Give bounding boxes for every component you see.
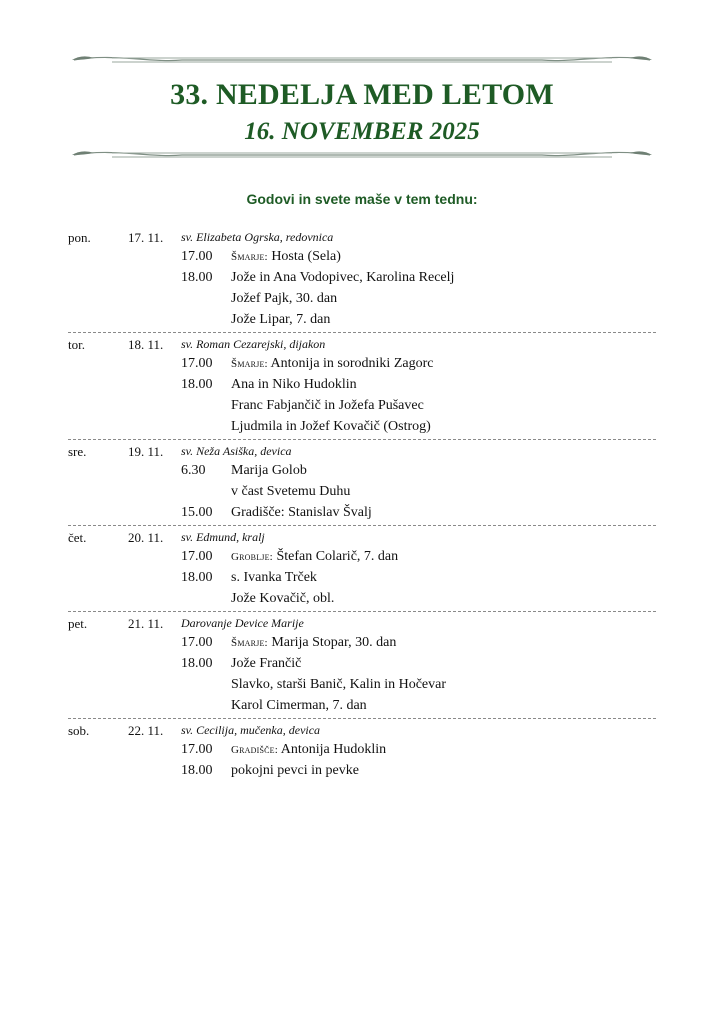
day-name: pet. (68, 616, 88, 631)
day-block (68, 333, 656, 440)
day-header (68, 526, 656, 547)
mass-intention (231, 635, 396, 651)
mass-row (68, 761, 656, 782)
day-name: tor. (68, 337, 85, 352)
mass-intention (231, 656, 301, 672)
mass-time: 6.30 (181, 463, 206, 478)
section-subtitle: Godovi in svete maše v tem tednu: (246, 191, 478, 207)
mass-text: Hosta (Sela) (271, 249, 341, 264)
mass-row (68, 247, 656, 268)
day-date: 18. 11. (128, 337, 164, 352)
mass-time: 17.00 (181, 356, 213, 371)
page-title: 33. NEDELJA MED LETOM (170, 78, 554, 111)
mass-intention (231, 377, 357, 393)
day-date: 19. 11. (128, 444, 164, 459)
mass-row (68, 482, 656, 503)
mass-intention (231, 763, 359, 779)
mass-text: Franc Fabjančič in Jožefa Pušavec (231, 398, 424, 413)
day-header (68, 333, 656, 354)
day-block (68, 526, 656, 612)
mass-text: Slavko, starši Banič, Kalin in Hočevar (231, 677, 447, 692)
mass-intention (231, 677, 446, 693)
day-header (68, 226, 656, 247)
mass-time: 18.00 (181, 377, 213, 392)
day-date: 21. 11. (128, 616, 164, 631)
day-name: čet. (68, 530, 87, 545)
page-date: 16. NOVEMBER 2025 (244, 118, 480, 145)
mass-row (68, 268, 656, 289)
mass-text: Štefan Colarič, 7. dan (276, 549, 399, 564)
mass-intention (231, 249, 341, 265)
mass-row (68, 310, 656, 331)
mass-text: Jože in Ana Vodopivec, Karolina Recelj (231, 270, 455, 285)
mass-row (68, 375, 656, 396)
mass-time: 18.00 (181, 570, 213, 585)
mass-text: Marija Stopar, 30. dan (271, 635, 397, 650)
mass-text: Ana in Niko Hudoklin (231, 377, 357, 392)
mass-time: 17.00 (181, 549, 213, 564)
mass-row (68, 654, 656, 675)
mass-row (68, 354, 656, 375)
mass-intention (231, 570, 317, 586)
day-name: sob. (68, 723, 90, 738)
mass-time: 18.00 (181, 656, 213, 671)
mass-row (68, 568, 656, 589)
feast-name: sv. Elizabeta Ogrska, redovnica (181, 230, 334, 244)
mass-row (68, 417, 656, 438)
mass-text: Jožef Pajk, 30. dan (231, 291, 338, 306)
mass-text: pokojni pevci in pevke (231, 763, 359, 778)
mass-intention (231, 419, 431, 435)
day-name: sre. (68, 444, 87, 459)
decorative-bottom-rule (72, 146, 652, 164)
day-date: 22. 11. (128, 723, 164, 738)
day-date: 17. 11. (128, 230, 164, 245)
mass-row (68, 547, 656, 568)
mass-intention (231, 312, 330, 328)
feast-name: Darovanje Device Marije (181, 616, 304, 630)
mass-intention (231, 698, 367, 714)
mass-row (68, 675, 656, 696)
day-header (68, 612, 656, 633)
mass-intention (231, 549, 398, 565)
mass-text: v čast Svetemu Duhu (231, 484, 351, 499)
mass-row (68, 461, 656, 482)
mass-intention (231, 742, 386, 758)
mass-time: 18.00 (181, 270, 213, 285)
mass-location: Šmarje: (231, 251, 268, 263)
day-block (68, 612, 656, 719)
mass-location: Gradišče: (231, 744, 279, 756)
mass-row (68, 740, 656, 761)
mass-row (68, 503, 656, 524)
mass-intention (231, 291, 337, 307)
mass-text: Jože Kovačič, obl. (231, 591, 335, 606)
mass-intention (231, 591, 334, 607)
day-block (68, 226, 656, 333)
day-date: 20. 11. (128, 530, 164, 545)
day-name: pon. (68, 230, 91, 245)
mass-text: Antonija Hudoklin (280, 742, 387, 757)
mass-schedule (68, 226, 656, 783)
feast-name: sv. Cecilija, mučenka, devica (181, 723, 321, 737)
mass-row (68, 633, 656, 654)
mass-intention (231, 270, 454, 286)
mass-text: Marija Golob (231, 463, 307, 478)
day-header (68, 719, 656, 740)
day-header (68, 440, 656, 461)
mass-intention (231, 484, 350, 500)
mass-text: Gradišče: Stanislav Švalj (231, 505, 372, 520)
feast-name: sv. Neža Asiška, devica (181, 444, 292, 458)
mass-text: Jože Frančič (231, 656, 302, 671)
mass-text: Ljudmila in Jožef Kovačič (Ostrog) (231, 419, 431, 434)
mass-row (68, 289, 656, 310)
feast-name: sv. Roman Cezarejski, dijakon (181, 337, 326, 351)
day-block (68, 440, 656, 526)
mass-text: s. Ivanka Trček (231, 570, 317, 585)
mass-location: Šmarje: (231, 637, 268, 649)
mass-text: Antonija in sorodniki Zagorc (270, 356, 434, 371)
day-block (68, 719, 656, 783)
mass-row (68, 396, 656, 417)
mass-intention (231, 356, 433, 372)
mass-text: Jože Lipar, 7. dan (231, 312, 331, 327)
decorative-top-rule (72, 51, 652, 69)
mass-time: 17.00 (181, 742, 213, 757)
mass-time: 17.00 (181, 249, 213, 264)
mass-time: 17.00 (181, 635, 213, 650)
mass-intention (231, 398, 424, 414)
mass-row (68, 589, 656, 610)
mass-location: Šmarje: (231, 358, 268, 370)
mass-location: Groblje: (231, 551, 273, 563)
mass-row (68, 696, 656, 717)
mass-time: 15.00 (181, 505, 213, 520)
mass-text: Karol Cimerman, 7. dan (231, 698, 367, 713)
mass-time: 18.00 (181, 763, 213, 778)
mass-intention (231, 505, 372, 521)
feast-name: sv. Edmund, kralj (181, 530, 265, 544)
mass-intention (231, 463, 307, 479)
